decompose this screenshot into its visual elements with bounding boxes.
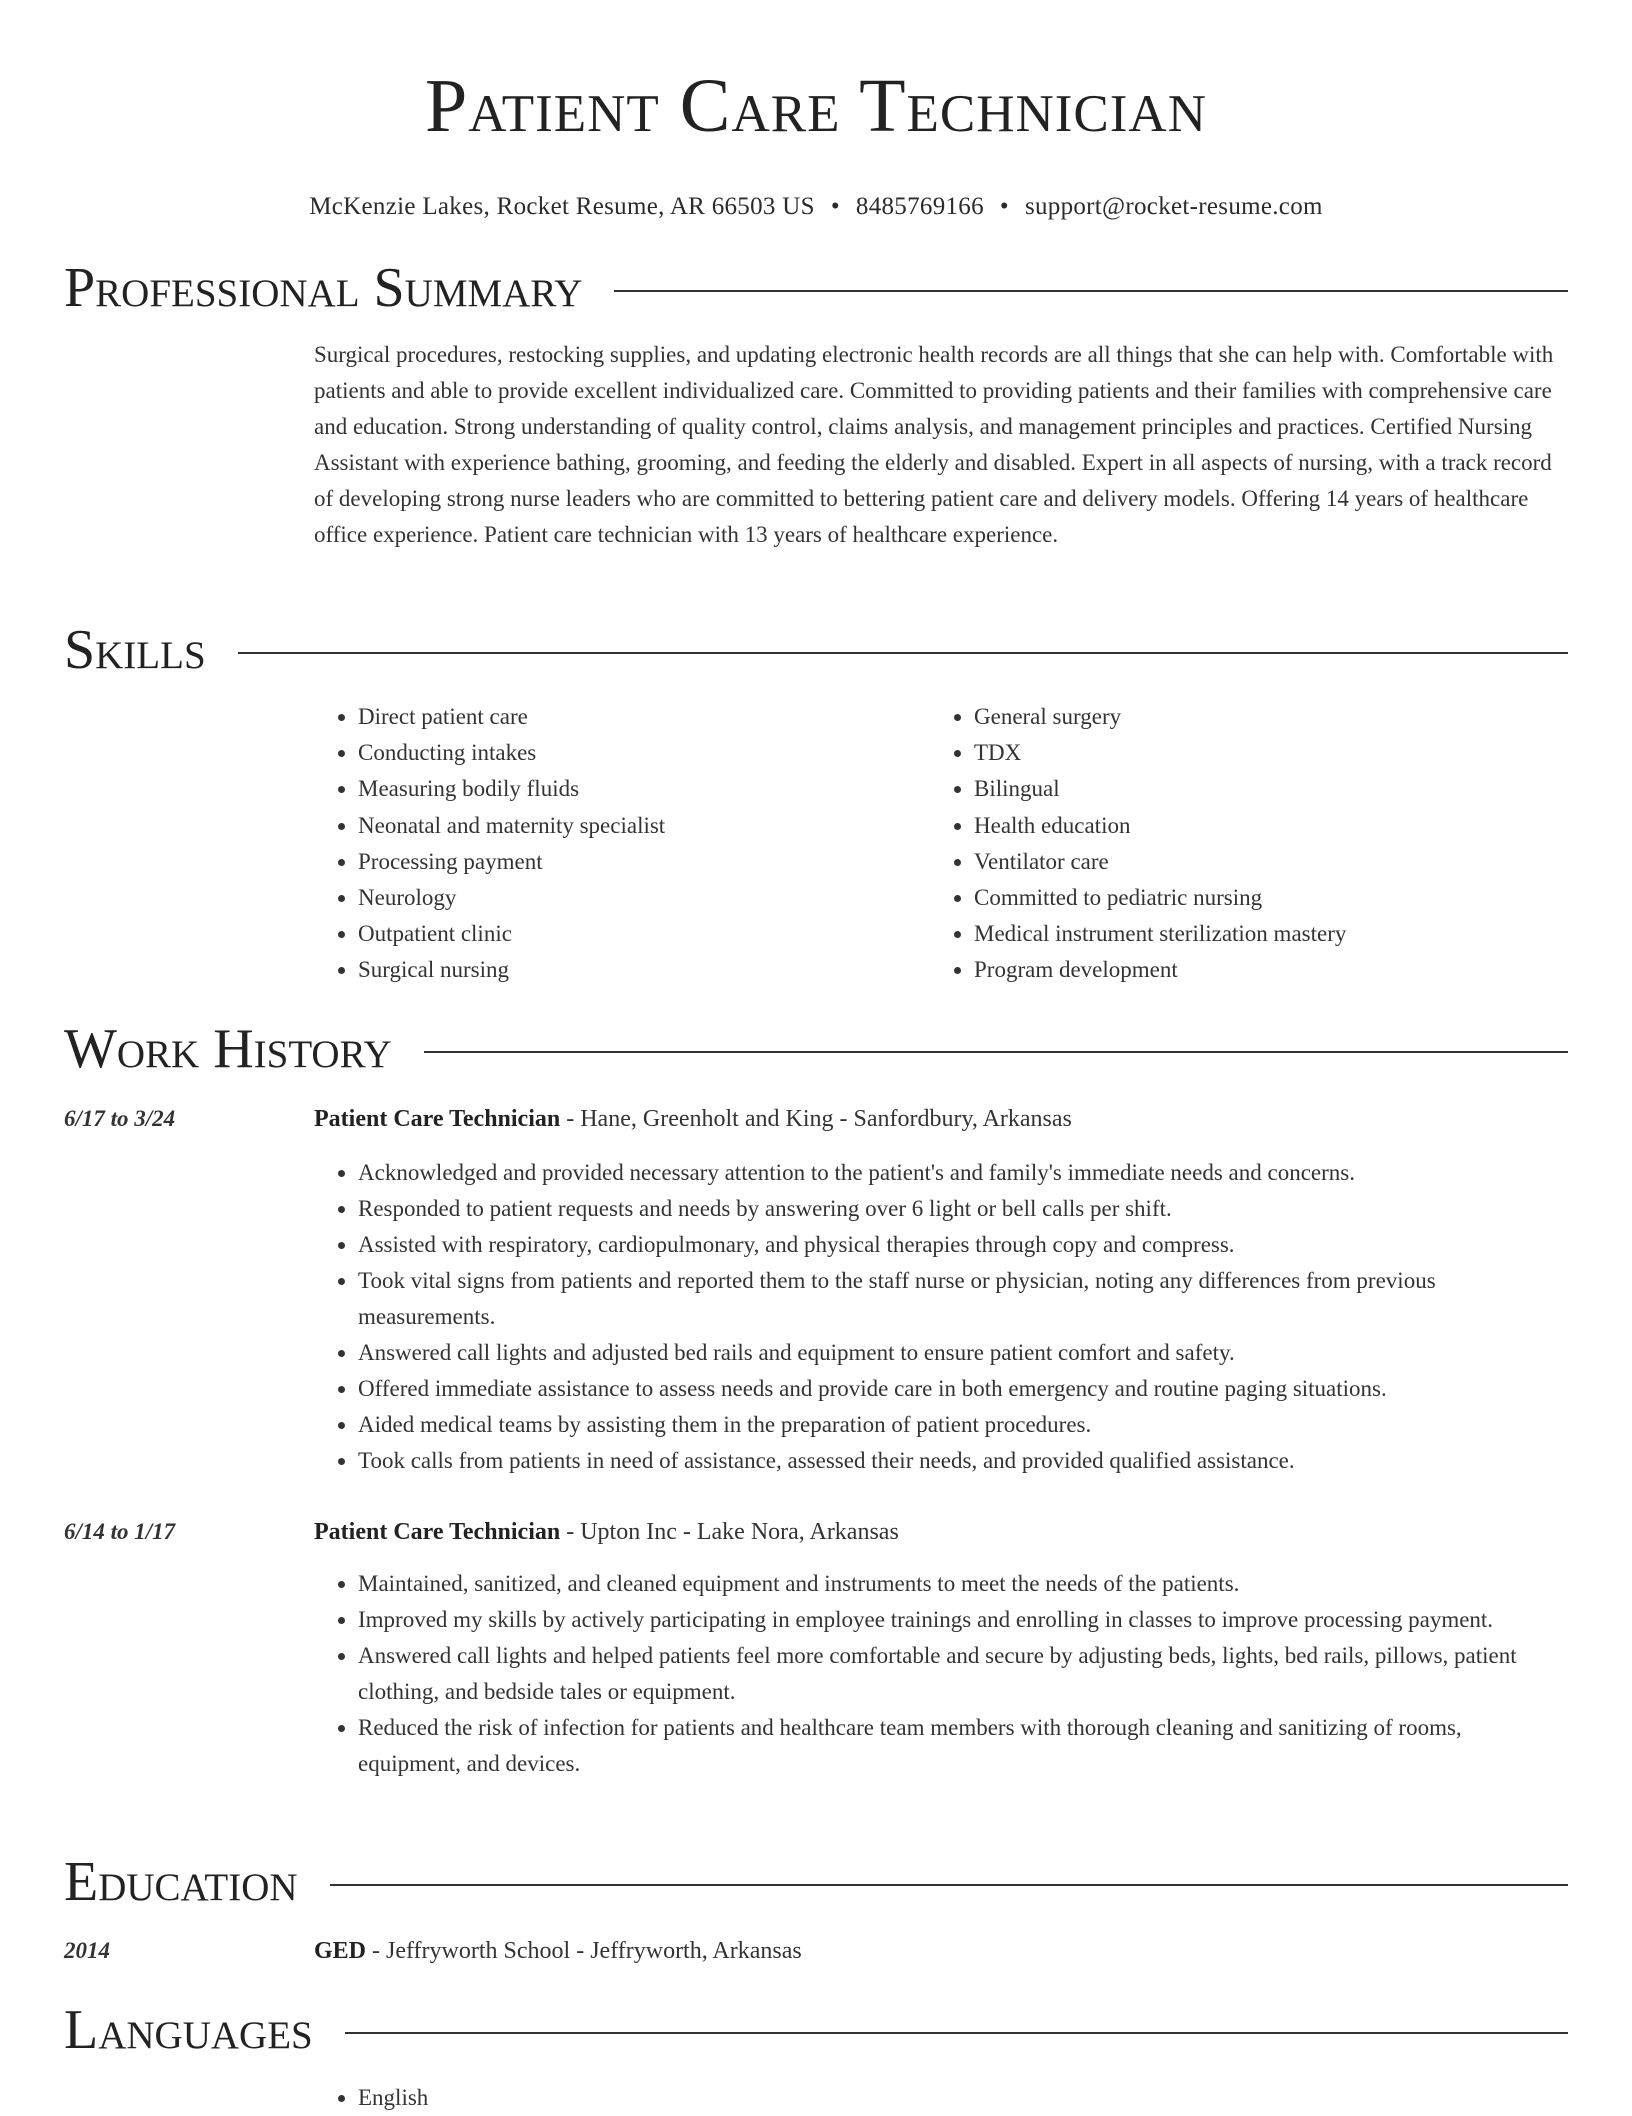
resume-page bbox=[64, 0, 1568, 2110]
job-duty: • Answered call lights and helped patients feel more comfortable and secure by adjusting beds, lights, bed rails, pillows, patient clothing, and bedside tales or equipment. bbox=[358, 1638, 1568, 1710]
contact-address: McKenzie Lakes, Rocket Resume, AR 66503 US bbox=[309, 193, 815, 220]
skill-item: • Bilingual bbox=[974, 771, 1546, 807]
job-duty: • Offered immediate assistance to assess needs and provide care in both emergency and routine paging situations. bbox=[358, 1371, 1568, 1407]
section-divider bbox=[614, 290, 1568, 292]
job-role: Patient Care Technician bbox=[314, 1519, 561, 1545]
job-duty: • Took calls from patients in need of assistance, assessed their needs, and provided qualified assistance. bbox=[358, 1443, 1568, 1479]
job-entry bbox=[314, 1514, 1568, 1782]
skill-item: • Direct patient care bbox=[358, 699, 930, 735]
job-title-line bbox=[314, 1514, 1568, 1550]
job-duty: • Improved my skills by actively participating in employee trainings and enrolling in classes to improve processing payment. bbox=[358, 1602, 1568, 1638]
contact-line bbox=[64, 192, 1568, 222]
skill-item: • Surgical nursing bbox=[358, 952, 930, 988]
summary-text: Surgical procedures, restocking supplies, and updating electronic health records are all things that she can help with. Comfortable with patients and able to provide excellent individualized care. Committed to providing patients and their families with comprehensive care and education. Strong understanding of quality control, claims analysis, and management principles and practices. Certified Nursing Assistant with experience bathing, grooming, and feeding the elderly and disabled. Expert in all aspects of nursing, with a track record of developing strong nurse leaders who are committed to bettering patient care and delivery models. Offering 14 years of healthcare office experience. Patient care technician with 13 years of healthcare experience. bbox=[314, 342, 1554, 547]
work-section-header bbox=[64, 1019, 1568, 1079]
job-employer: - Hane, Greenholt and King - Sanfordbury, Arkansas bbox=[560, 1106, 1072, 1132]
job-duty: • Assisted with respiratory, cardiopulmonary, and physical therapies through copy and compress. bbox=[358, 1227, 1568, 1263]
languages-section-header bbox=[64, 2000, 1568, 2060]
section-divider bbox=[424, 1051, 1568, 1053]
skill-item: • Committed to pediatric nursing bbox=[974, 880, 1546, 916]
job-duty: • Maintained, sanitized, and cleaned equipment and instruments to meet the needs of the patients. bbox=[358, 1566, 1568, 1602]
skill-item: • Neurology bbox=[358, 880, 930, 916]
contact-email: support@rocket-resume.com bbox=[1024, 193, 1323, 220]
skills-list bbox=[314, 699, 1568, 989]
skill-item: • Ventilator care bbox=[974, 844, 1546, 880]
job-duty: • Answered call lights and adjusted bed rails and equipment to ensure patient comfort and safety. bbox=[358, 1335, 1568, 1371]
summary-title: Professional Summary bbox=[64, 257, 583, 319]
skill-item: • Processing payment bbox=[358, 844, 930, 880]
education-entry bbox=[314, 1933, 1568, 1969]
job-dates: 6/17 to 3/24 bbox=[64, 1106, 176, 1131]
job-duty: • Acknowledged and provided necessary attention to the patient's and family's immediate needs and concerns. bbox=[358, 1155, 1568, 1191]
skills-section-header bbox=[64, 620, 1568, 680]
resume-name: Patient Care Technician bbox=[425, 64, 1207, 148]
education-line bbox=[314, 1933, 1568, 1969]
education-section-header bbox=[64, 1852, 1568, 1912]
skill-item: • Neonatal and maternity specialist bbox=[358, 808, 930, 844]
education-year: 2014 bbox=[64, 1938, 110, 1963]
summary-body bbox=[314, 337, 1568, 553]
section-divider bbox=[330, 1884, 1568, 1886]
summary-section-header bbox=[64, 258, 1568, 318]
education-title: Education bbox=[64, 1851, 298, 1913]
job-duty: • Took vital signs from patients and reported them to the staff nurse or physician, noting any differences from previous measurements. bbox=[358, 1263, 1568, 1335]
job-duties bbox=[314, 1155, 1568, 1479]
skill-item: • Conducting intakes bbox=[358, 735, 930, 771]
job-title-line bbox=[314, 1101, 1568, 1137]
job-employer: - Upton Inc - Lake Nora, Arkansas bbox=[560, 1519, 899, 1545]
job-duties bbox=[314, 1566, 1568, 1782]
work-title: Work History bbox=[64, 1018, 392, 1080]
skills-column-right bbox=[930, 699, 1546, 989]
job-dates: 6/14 to 1/17 bbox=[64, 1519, 176, 1544]
contact-phone: 8485769166 bbox=[855, 193, 984, 220]
section-divider bbox=[238, 652, 1568, 654]
job-duty: • Aided medical teams by assisting them in the preparation of patient procedures. bbox=[358, 1407, 1568, 1443]
education-degree: GED bbox=[314, 1938, 367, 1964]
language-item: • English bbox=[358, 2080, 1568, 2116]
skill-item: • TDX bbox=[974, 735, 1546, 771]
languages-items bbox=[314, 2080, 1568, 2116]
languages-list bbox=[314, 2080, 1568, 2116]
contact-separator: • bbox=[999, 193, 1009, 220]
skill-item: • Outpatient clinic bbox=[358, 916, 930, 952]
education-school: - Jeffryworth School - Jeffryworth, Arkansas bbox=[366, 1938, 802, 1964]
skill-item: • Medical instrument sterilization mastery bbox=[974, 916, 1546, 952]
skill-item: • Measuring bodily fluids bbox=[358, 771, 930, 807]
skill-item: • Program development bbox=[974, 952, 1546, 988]
job-duty: • Responded to patient requests and needs by answering over 6 light or bell calls per shift. bbox=[358, 1191, 1568, 1227]
skill-item: • General surgery bbox=[974, 699, 1546, 735]
skills-column-left bbox=[314, 699, 930, 989]
job-duty: • Reduced the risk of infection for patients and healthcare team members with thorough cleaning and sanitizing of rooms, equipment, and devices. bbox=[358, 1710, 1568, 1782]
section-divider bbox=[345, 2032, 1568, 2034]
languages-title: Languages bbox=[64, 1999, 313, 2061]
contact-separator: • bbox=[830, 193, 840, 220]
job-role: Patient Care Technician bbox=[314, 1106, 561, 1132]
skills-title: Skills bbox=[64, 619, 206, 681]
job-entry bbox=[314, 1101, 1568, 1479]
skill-item: • Health education bbox=[974, 808, 1546, 844]
